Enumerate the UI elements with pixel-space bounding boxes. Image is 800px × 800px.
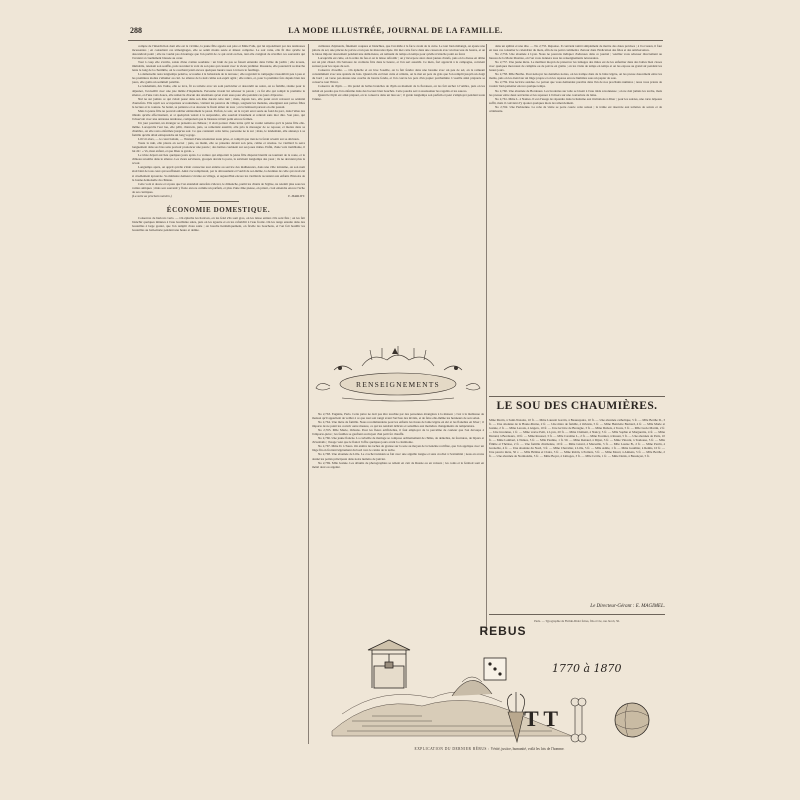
paragraph: La demoiselle resta longtemps pensive, accoudée à la balustrade de la terrasse ; elle regardait la campagne s'assombrir peu à peu et les premières étoiles s'allumer au ciel. Le silence de la nuit calma son esprit agité ; elle rentra, et, pour la première fois depuis bien des jours, elle goûta un sommeil paisible. <box>132 72 305 85</box>
paragraph: No 2,764. Une mère de famille. Nous recommandons pour les enfants les tissus de laine légère en été et les flanelles en hiver ; il importe de ne point les couvrir outre mesure, ce qui les rendrait délicats et sensibles aux moindres changements de température. <box>312 420 484 429</box>
rebus-illustration <box>312 636 667 746</box>
journal-title: LA MODE ILLUSTRÉE, JOURNAL DE LA FAMILLE. <box>288 26 503 35</box>
paragraph: Le triste départ eut lieu quelques jours après. La voiture qui emportait la jeune fille disparut bientôt au tournant de la route, et le château retomba dans le silence. Les vieux serviteurs, groupés devant la porte, la suivirent longtemps des yeux ; ils ne devaient plus la revoir. <box>132 153 305 166</box>
paragraph: No 2,757. Une jeune mère. Le meilleur moyen de préserver les lainages des mites est de les enfermer dans des boîtes bien closes avec quelques morceaux de camphre ou de poivre en grains ; on les visite de temps en temps et on les expose au grand air pendant les beaux jours. <box>489 60 662 73</box>
paragraph: compte de l'interdiction dont elle est la victime, la jeune fille appela son père et Mme Falk, qui lui répondirent par des tendresses incessantes ; en consultant ces témoignages, elle se sentit moins seule et mieux comprise. Le soir venu, elle fit dire qu'elle ne descendrait point ; elle ne voulut pas davantage que l'on parlât de ce qui avait eu lieu, tant elle craignait de réveiller ces souvenirs qui l'avaient si cruellement blessée au cœur. <box>132 44 305 61</box>
paragraph: Conserve de thym. — On prend de belles branches de thym au moment de la floraison, on les fait sécher à l'ombre, puis on les réduit en poudre que l'on enferme dans des bocaux bien bouchés. Cette poudre sert à assaisonner les ragoûts et les sauces. <box>312 84 485 93</box>
dice-icon <box>484 658 506 680</box>
bone-icon <box>571 698 586 742</box>
rebus-heading: REBUS <box>479 624 527 638</box>
paragraph: No 2,759. Une lectrice assidue. Le patron que vous demandez paraîtra dans l'un de nos prochains numéros ; nous vous prions de vouloir bien patienter encore quelque temps. <box>489 80 662 89</box>
divider <box>199 201 239 202</box>
column-divider <box>486 44 487 634</box>
paragraph: cuillerées d'épinards, finement coupées et blanchies, que l'on mêle à la farce avant de la cuire. Le tout bien mélangé, on ajoute une pincée de sel, une pincée de poivre et un peu de muscade râpée. On met cette farce dans une casserole avec un morceau de beurre, et on la laisse mijoter doucement pendant une demi-heure, en remuant de temps en temps pour qu'elle n'attache point au fond. <box>312 44 485 57</box>
paragraph: Conserve d'oseille. — On épluche et on lave l'oseille, on la fait fondre dans une bassine avec un peu de sel, en la remuant constamment avec une spatule de bois. Quand elle est bien cuite et réduite, on la met en pots de grès que l'on remplit jusqu'à un doigt du bord ; on verse par-dessus une couche de beurre fondu, et l'on couvre les pots d'un papier parcheminé. L'oseille ainsi préparée se conserve tout l'hiver. <box>312 68 485 85</box>
rebus-explanation-text: Vérité, justice, humanité, voilà les lois de l'homme. <box>490 747 565 751</box>
rebus-handwriting: 1770 à 1870 <box>552 662 622 675</box>
divider <box>489 614 665 615</box>
sou-heading: LE SOU DES CHAUMIÈRES. <box>496 400 658 412</box>
paragraph: No 2,766. Une jeune fiancée. La corbeille de mariage se compose ordinairement de châles, de dentelles, de fourrures, de bijoux et d'éventails ; l'usage veut que le fiancé l'offre quelques jours avant la cérémonie. <box>312 436 484 445</box>
paragraph: Nul ne sut jamais ce qui s'était passé dans son âme durant cette nuit ; mais, depuis lors, elle parut avoir retrouvé sa sérénité d'autrefois. Elle reprit ses occupations accoutumées, visitant les pauvres du village, soignant les malades, enseignant aux petites filles la lecture et la couture. Sa bonté, sa patience et sa douceur la firent aimer de tous ; on la bénissait partout où elle passait. <box>132 96 305 109</box>
director-signature: Le Directeur-Gérant : E. MAGIMEL. <box>590 604 665 609</box>
paragraph: Lili vit alors, — le cœur battant, — l'instant d'une résolution toute prise, et comprit que rien ne la ferait revenir sur sa décision. <box>138 137 300 142</box>
divider <box>489 396 665 397</box>
paragraph: No 2,769. Mlle Jeanne. Les albums de photographies se relient en cuir de Russie ou en velours ; les coins et le fermoir sont en métal doré ou argenté. <box>312 460 484 469</box>
paragraph: No 2,761. Mme L. à Nantes. Il est d'usage de répondre dans la huitaine aux invitations à dîner ; pour les soirées, une carte déposée suffit, mais il convient d'y ajouter quelques mots de remerciement. <box>489 96 662 105</box>
paragraph: No 2,765. Mlle Marie, Orléans. Pour les fleurs artificielles, il faut employer de la percaline de couleur que l'on découpe à l'emporte-pièce ; les feuilles se gaufrent au moyen d'un petit fer chauffé. <box>312 428 484 437</box>
paragraph: Mais la jeune fille ne pouvait oublier entièrement le passé. Parfois, le soir, on la voyait errer seule au fond du parc, dans l'allée des tilleuls qu'elle affectionnait, et si quelqu'un venait à la surprendre, elle souriait tristement et rentrait sans mot dire. Son père, qui l'observait avec une anxieuse tendresse, comprenait que la blessure n'était point encore fermée. <box>132 108 305 121</box>
paragraph: No 2,756. Une abonnée à Lyon. Nous ne pouvons indiquer d'adresses dans ce journal ; veuillez vous adresser directement au bureau de la Mode illustrée, où l'on vous donnera tous les renseignements nécessaires. <box>489 52 662 61</box>
column-right <box>489 44 662 437</box>
rebus-letters: T T <box>524 706 559 731</box>
section-heading: ÉCONOMIE DOMESTIQUE. <box>166 205 271 214</box>
paragraph: Quand le thym est ainsi préparé, on le conserve dans un lieu sec ; il garde longtemps son parfum et peut s'employer pendant toute l'année. <box>312 92 485 101</box>
paragraph: Longtemps après, on apprit qu'elle s'était consacrée tout entière au service des malheureux, dans une ville lointaine, où son nom était béni de tous ceux qui souffraient. Ainsi s'accomplissait, par le dévouement et l'oubli de soi-même, la destinée de celle qui avait été si cruellement éprouvée. Sa mémoire demeura vivante au village, et aujourd'hui encore les vieillards racontent aux enfants l'histoire de la bonne demoiselle du château. <box>132 165 305 182</box>
story-end <box>132 194 305 198</box>
renseignements-text <box>312 412 484 640</box>
paragraph: Lorsqu'elle est cuite, on la retire du feu et on la laisse refroidir ; on y incorpore alors deux jaunes d'œufs, puis on la dresse en dôme sur un plat chaud. On l'entoure de croûtons frits dans le beurre, et l'on sert aussitôt. Ce mets, fort apprécié à la campagne, convient surtout pour les repas du soir. <box>312 56 485 69</box>
paragraph: No 2,767. Mme D. à Tours. On enlève les taches de graisse sur la soie au moyen de la benzine rectifiée, que l'on applique avec un linge fin en frottant légèrement du bord vers le centre de la tache. <box>312 444 484 453</box>
continuation-note: (La suite au prochain numéro.) <box>132 193 172 198</box>
ball-icon <box>615 703 649 737</box>
paragraph: dans un sphinx et une tête. — No 2,755. Réponse. Il convient tantôt simplement de mettre des dates précises ; à l'occasion, il faut en tous cas consulter le calendrier du mois, afin de ne point commettre d'erreur dans l'indication des fêtes et des anniversaires. <box>489 44 662 53</box>
banner-label: RENSEIGNEMENTS <box>356 380 440 389</box>
paragraph: Toute la nuit, elle pleura en secret ; puis, au matin, elle se présenta devant son père, calme et résolue. Le vieillard la serra longuement dans ses bras sans pouvoir prononcer une parole ; des larmes coulaient sur ses joues ridées. Enfin, d'une voix tremblante, il lui dit : « Va, mon enfant, et que Dieu te garde. » <box>132 141 305 154</box>
page-number: 288 <box>130 26 142 35</box>
page-header <box>128 26 663 41</box>
paragraph: No 2,758. Mlle Berthe. Pour nettoyer les dentelles noires, on les trempe dans de la bière légère, on les presse doucement entre les mains, puis on les étend sur un linge propre et on les repasse encore humides sous un papier de soie. <box>489 72 662 81</box>
rebus-explanation <box>312 747 667 751</box>
paragraph: Cette voix si douce et si pure que l'on entendait autrefois s'élever, le dimanche, parmi les chants de l'église, ne retentit plus sous les voûtes antiques ; mais son souvenir y flotte encore comme un parfum, et plus d'une âme pieuse, en priant, croit entendre encore l'écho de ses cantiques. <box>132 181 305 194</box>
author-signature: E. MARLITT. <box>287 193 305 198</box>
column-left <box>132 44 305 744</box>
column-divider <box>308 44 309 744</box>
paragraph: Conserves de haricots verts. — On épluche les haricots, on les fend s'ils sont gros, on les laisse entiers s'ils sont fins ; on les fait blanchir quelques minutes à l'eau bouillante salée, puis on les égoutte et on les rafraîchit à l'eau froide. On les range ensuite dans des bouteilles à large goulot, que l'on remplit d'eau salée ; on bouche hermétiquement, on ficelle les bouchons, et l'on fait bouillir les bouteilles au bain-marie pendant une heure et demie. <box>132 215 305 232</box>
paragraph: No 2,768. Une abonnée de Lille. Le crochet tunisien se fait avec une aiguille longue et sans crochet à l'extrémité ; nous en avons donné les points principaux dans notre numéro de janvier. <box>312 452 484 461</box>
sou-donations: Mme Morin, à Saint-Nazaire, 10 fr. — Mme Laurent Garcin, à Beaurepaire, 10 fr. — Une abonnée catholique, 5 fr. — Mlle Berthe D., 3 fr. — Une abonnée de la Haute-Marne, 2 fr. — Une mère de famille, à Orléans, 5 fr. — Mme Henriette Bernard, 4 fr. — Mlle Marie et Jeanne, 2 fr. — Mme Leroux, à Angers, 10 fr. — Une lectrice de Bretagne, 3 fr. — Mme Dubois, à Tours, 5 fr. — Mlle Lucie Martin, 2 fr. — Une inconnue, 1 fr. — Mme veuve Petit, à Lyon, 20 fr. — Mme Clément, à Nancy, 5 fr. — Mlle Sophie et Marguerite, 4 fr. — Mme Durand, à Bordeaux, 10 fr. — Mme Roussel, 3 fr. — Mlle Caroline L., 2 fr. — Mme Fournier, à Rouen, 5 fr. — Une abonnée de Paris, 10 fr. — Mme Lambert, à Nantes, 5 fr. — Mlle Pauline, 1 fr. 50. — Mme Renaud, à Dijon, 3 fr. — Mme Vincent, à Toulouse, 5 fr. — Mlle Émilie et Thérèse, 2 fr. — Une famille chrétienne, 10 fr. — Mme Girard, à Marseille, 5 fr. — Mlle Louise B., 2 fr. — Mme Perrin, à Grenoble, 4 fr. — Une abonnée du Nord, 3 fr. — Mme Chevalier, à Lille, 5 fr. — Mlle Adèle, 1 fr. — Mme Gauthier, à Reims, 10 fr. — Une pauvre mère, 50 c. — Mlle Hélène et Claire, 3 fr. — Mme Robin, à Poitiers, 5 fr. — Mme Morel, à Amiens, 5 fr. — Mlle Berthe, 2 fr. — Une abonnée de Normandie, 5 fr. — Mme Boyer, à Limoges, 3 fr. — Mlle Cécile, 1 fr. — Mme Denis, à Besançon, 5 fr. <box>489 418 665 459</box>
paragraph: No 2,763. Eugénie, Paris. Cette pièce ne doit pas être touchée par des personnes étrangères à la maison ; c'est à la maîtresse de maison qu'il appartient de veiller à ce que tout soit rangé avant l'arrivée des invités, et de faire elle-même les honneurs de son salon. <box>312 412 484 421</box>
paragraph: Un jour pourtant, un étranger se présenta au château ; il était porteur d'une lettre qu'il ne voulut remettre qu'à la jeune fille elle-même. Lorsqu'elle l'eut lue, elle pâlit, chancela, puis, se remettant aussitôt, elle pria le messager de se reposer, et monta dans sa chambre, où elle resta enfermée jusqu'au soir. Ce que contenait cette lettre, personne ne le sut ; mais, le lendemain, elle annonça à sa famille qu'elle allait entreprendre un long voyage. <box>132 120 305 138</box>
paragraph: No 2,760. Une abonnée de Bordeaux. Les broderies sur toile se lavent à l'eau tiède savonneuse ; on ne doit jamais les tordre, mais les presser entre deux serviettes et les repasser à l'envers sur une couverture de laine. <box>489 88 662 97</box>
printer-line: Paris. — Typographie de Firmin-Didot frères, fils et Cie, rue Jacob, 56. <box>534 619 620 623</box>
well-icon <box>368 640 410 688</box>
rebus-explanation-label: EXPLICATION DU DERNIER RÉBUS : <box>414 747 490 751</box>
renseignements-banner <box>312 346 484 406</box>
paragraph: Tout à coup elle s'arrêta, saisie d'une crainte soudaine : un bruit de pas se faisait entendre dans l'allée du jardin ; elle écouta, immobile, retenant son souffle, puis reconnut la voix de son père qui causait avec le vieux jardinier. Rassurée, elle poursuivit sa marche lente le long de la charmille, où le couchant jetait encore quelques lueurs roses à travers le feuillage. <box>132 60 305 73</box>
paragraph: Le lendemain, dès l'aube, elle se leva, fit sa toilette avec un soin particulier et descendit au salon, où sa famille, réunie pour le déjeuner, l'accueillit avec une joie mêlée d'inquiétude. Personne n'osait lui adresser la parole ; ce fut elle qui rompit la première le silence, et d'une voix douce, elle remercia chacun des attentions qu'on avait eues pour elle pendant ces jours d'épreuve. <box>132 84 305 97</box>
paragraph: No 2,762. Une Parisienne. La robe de visite se porte courte cette saison ; la traîne est réservée aux toilettes de soirée et de cérémonie. <box>489 104 662 113</box>
